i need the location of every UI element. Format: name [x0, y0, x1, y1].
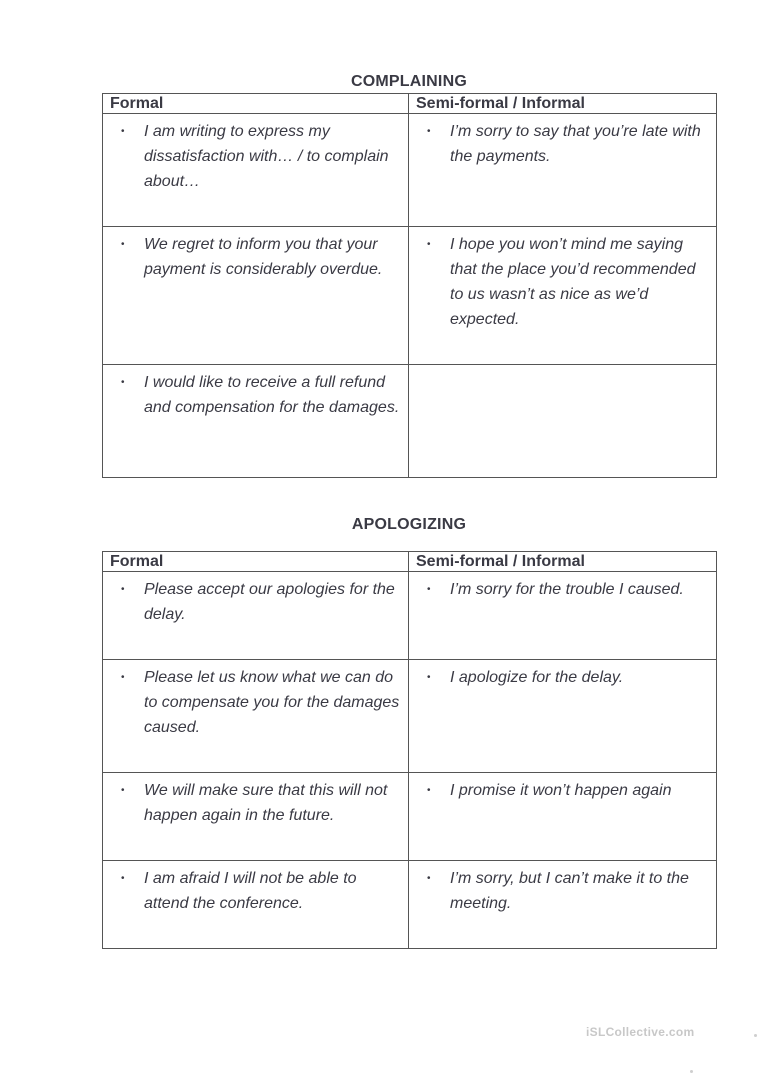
table-cell: [409, 861, 717, 949]
decorative-dot: [754, 1034, 757, 1037]
section-title-complaining: COMPLAINING: [351, 73, 467, 90]
complaining-table: [102, 93, 717, 478]
bullet-icon: •: [121, 785, 125, 796]
table-cell: [103, 660, 409, 773]
table-cell: [103, 114, 409, 227]
phrase-text: I am writing to express my dissatisfaction with… / to complain about…: [144, 123, 389, 190]
table-row: [103, 114, 717, 227]
table-cell: [409, 227, 717, 365]
table-row: [103, 861, 717, 949]
apologizing-table: [102, 551, 717, 949]
bullet-icon: •: [427, 672, 431, 683]
table-header-row: [103, 552, 717, 572]
table-cell-empty: [409, 365, 717, 478]
bullet-icon: •: [427, 239, 431, 250]
table-cell: [409, 572, 717, 660]
section-title-apologizing: APOLOGIZING: [351, 516, 467, 533]
table-cell: [103, 227, 409, 365]
phrase-text: Please let us know what we can do to compensate you for the damages caused.: [144, 669, 400, 736]
bullet-icon: •: [427, 584, 431, 595]
bullet-icon: •: [121, 239, 125, 250]
table-row: [103, 773, 717, 861]
table-cell: [103, 773, 409, 861]
column-header-informal: Semi-formal / Informal: [409, 552, 717, 572]
watermark: iSLCollective.com: [586, 1025, 695, 1039]
bullet-icon: •: [121, 377, 125, 388]
table-cell: [103, 572, 409, 660]
table-cell: [409, 114, 717, 227]
table-cell: [103, 861, 409, 949]
bullet-icon: •: [121, 126, 125, 137]
column-header-informal: Semi-formal / Informal: [409, 94, 717, 114]
bullet-icon: •: [121, 584, 125, 595]
phrase-text: I promise it won’t happen again: [450, 782, 672, 799]
phrase-text: I would like to receive a full refund and compensation for the damages.: [144, 374, 400, 416]
phrase-text: I’m sorry, but I can’t make it to the meeting.: [450, 870, 689, 912]
column-header-formal: Formal: [103, 552, 409, 572]
table-header-row: [103, 94, 717, 114]
phrase-text: I’m sorry to say that you’re late with the payments.: [450, 123, 701, 165]
table-row: [103, 572, 717, 660]
table-cell: [409, 773, 717, 861]
table-cell: [103, 365, 409, 478]
phrase-text: I’m sorry for the trouble I caused.: [450, 581, 684, 598]
phrase-text: I am afraid I will not be able to attend the conference.: [144, 870, 357, 912]
phrase-text: We regret to inform you that your payment is considerably overdue.: [144, 236, 383, 278]
phrase-text: I apologize for the delay.: [450, 669, 624, 686]
phrase-text: We will make sure that this will not happen again in the future.: [144, 782, 388, 824]
bullet-icon: •: [427, 873, 431, 884]
table-row: [103, 660, 717, 773]
table-row: [103, 227, 717, 365]
table-cell: [409, 660, 717, 773]
phrase-text: Please accept our apologies for the delay.: [144, 581, 395, 623]
decorative-dot: [690, 1070, 693, 1073]
column-header-formal: Formal: [103, 94, 409, 114]
bullet-icon: •: [427, 785, 431, 796]
table-row: [103, 365, 717, 478]
bullet-icon: •: [121, 873, 125, 884]
bullet-icon: •: [427, 126, 431, 137]
bullet-icon: •: [121, 672, 125, 683]
phrase-text: I hope you won’t mind me saying that the place you’d recommended to us wasn’t as nice as we’d expected.: [450, 236, 696, 328]
